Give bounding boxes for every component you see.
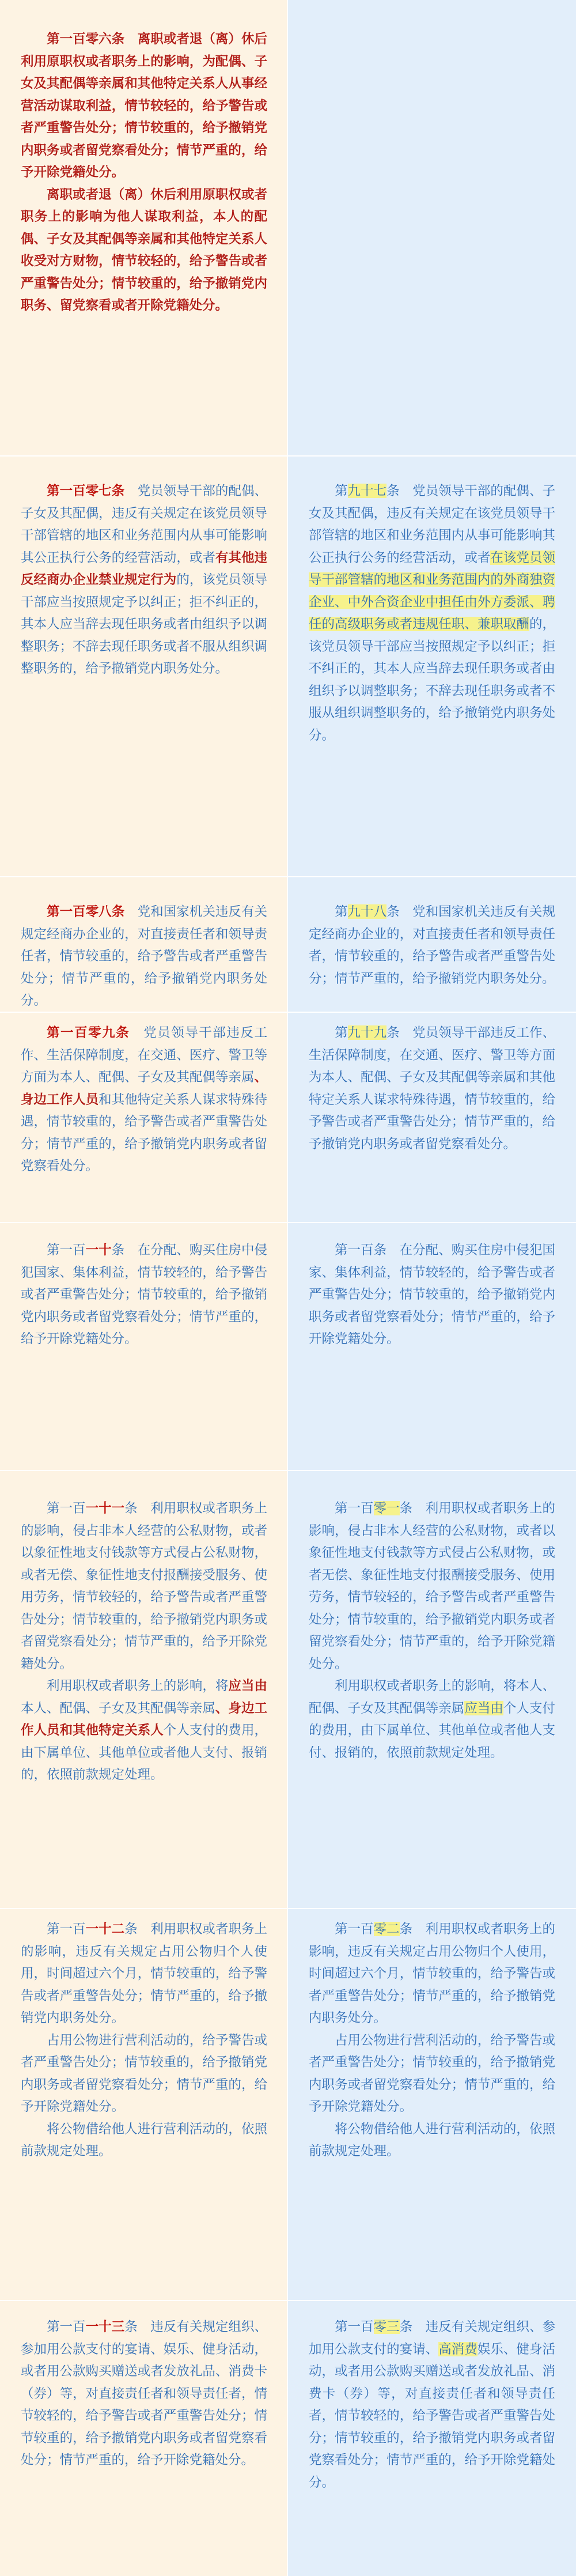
article-text: 条 党和国家机关违反有关规定经商办企业的，对直接责任者和领导责任者，情节较重的，给予警告或者严重警告处分；情节严重的，给予撤销党内职务处分。 [309, 904, 555, 986]
article-number: 第一百零九条 [47, 1025, 130, 1040]
article-text: 娱乐、健身活动，或者用公款购买赠送或者发放礼品、消费卡（券）等，对直接责任者和领导责任者，情节较轻的，给予警告或者严重警告处分；情节较重的，给予撤销党内职务或者留党察看处分；情节严重的，给予开除党籍处分。 [309, 2341, 555, 2490]
article-text: 条 利用职权或者职务上的影响，侵占非本人经营的公私财物，或者以象征性地支付钱款等方式侵占公私财物，或者无偿、象征性地支付报酬接受服务、使用劳务，情节较轻的，给予警告或者严重警告处分；情节较重的，给予撤销党内职务或者留党察看处分；情节严重的，给予开除党籍处分。 [309, 1501, 555, 1671]
article-number-highlight: 九十七 [347, 484, 387, 498]
article-number-highlight: 零三 [373, 2319, 400, 2334]
article-text: 的，该党员领导干部应当按照规定予以纠正；拒不纠正的，其本人应当辞去现任职务或者由组织予以调整职务；不辞去现任职务或者不服从组织调整职务的，给予撤销党内职务处分。 [309, 617, 555, 742]
article-100-old [309, 1239, 555, 1351]
article-prefix: 第一百 [335, 1922, 374, 1936]
article-text: 条 违反有关规定组织、参加用公款支付的宴请、 [309, 2319, 555, 2356]
row-separator [0, 2300, 576, 2301]
article-text: 条 违反有关规定组织、参加用公款支付的宴请、娱乐、健身活动，或者用公款购买赠送或者发放礼品、消费卡（券）等，对直接责任者和领导责任者，情节较轻的，给予警告或者严重警告处分；情节较重的，给予撤销党内职务或者留党察看处分；情节严重的，给予开除党籍处分。 [21, 2319, 267, 2467]
article-109-new [21, 1022, 267, 1178]
article-number: 第一百零七条 [47, 484, 125, 498]
article-number-changed: 一十二 [85, 1922, 125, 1936]
article-text: 党员领导干部的配偶、子女及其配偶，违反有关规定在该党员领导干部管辖的地区和业务范围内从事可能影响其公正执行公务的经营活动，或者 [21, 484, 267, 565]
article-text: 本人、配偶、子女及其配偶等亲属 [21, 1700, 215, 1715]
column-divider [287, 0, 288, 2576]
article-para-3: 将公物借给他人进行营利活动的，依照前款规定处理。 [21, 2121, 267, 2158]
article-108-new [21, 901, 267, 1012]
article-97-old [309, 480, 555, 746]
row-separator [0, 1908, 576, 1909]
article-text: 利用职权或者职务上的影响，将 [47, 1679, 229, 1693]
article-para-2: 占用公物进行营利活动的，给予警告或者严重警告处分；情节较重的，给予撤销党内职务或者留党察看处分；情节严重的，给予开除党籍处分。 [21, 2032, 267, 2114]
article-number-changed: 一十三 [85, 2319, 125, 2334]
added-text: 有其他违反经商办企业禁业规定行为 [21, 550, 267, 587]
article-99-old [309, 1022, 555, 1155]
article-prefix: 第 [335, 1025, 348, 1040]
article-106-para-2: 离职或者退（离）休后利用原职权或者职务上的影响为他人谋取利益，本人的配偶、子女及其配偶等亲属和其他特定关系人收受对方财物，情节较轻的，给予警告或者严重警告处分；情节较重的，给予撤销党内职务、留党察看或者开除党籍处分。 [21, 187, 267, 312]
row-separator [0, 876, 576, 877]
article-text: 第一百条 在分配、购买住房中侵犯国家、集体利益，情节较轻的，给予警告或者严重警告处分；情节较重的，给予撤销党内职务或者留党察看处分；情节严重的，给予开除党籍处分。 [309, 1243, 555, 1346]
article-number-highlight: 零一 [373, 1501, 400, 1515]
article-prefix: 第 [335, 904, 348, 919]
added-text: 、身边工作人员 [21, 1070, 267, 1107]
article-prefix: 第一百 [47, 2319, 86, 2334]
article-111-new [21, 1498, 267, 1786]
article-text: 条 党员领导干部违反工作、生活保障制度，在交通、医疗、警卫等方面为本人、配偶、子女及其配偶等亲属和其他特定关系人谋求特殊待遇，情节较重的，给予警告或者严重警告处分；情节严重的，给予撤销党内职务或者留党察看处分。 [309, 1025, 555, 1151]
article-text: 条 利用职权或者职务上的影响，违反有关规定占用公物归个人使用，时间超过六个月，情节较重的，给予警告或者严重警告处分；情节严重的，给予撤销党内职务处分。 [21, 1922, 267, 2025]
article-107-new [21, 480, 267, 680]
article-98-old [309, 901, 555, 990]
article-para-2: 占用公物进行营利活动的，给予警告或者严重警告处分；情节较重的，给予撤销党内职务或者留党察看处分；情节严重的，给予开除党籍处分。 [309, 2032, 555, 2114]
article-prefix: 第一百 [47, 1922, 86, 1936]
article-text: 条 党员领导干部的配偶、子女及其配偶，违反有关规定在该党员领导干部管辖的地区和业务范围内从事可能影响其公正执行公务的经营活动，或者 [309, 484, 555, 565]
article-prefix: 第一百 [335, 1501, 374, 1515]
article-number-changed: 一十一 [85, 1501, 125, 1515]
moved-text-highlight: 应当由 [464, 1700, 503, 1715]
article-number: 第一百零八条 [47, 904, 125, 919]
article-prefix: 第 [335, 484, 348, 498]
article-para-3: 将公物借给他人进行营利活动的，依照前款规定处理。 [309, 2121, 555, 2158]
article-text: 条 利用职权或者职务上的影响，侵占非本人经营的公私财物，或者以象征性地支付钱款等方式侵占公私财物，或者无偿、象征性地支付报酬接受服务、使用劳务，情节较轻的，给予警告或者严重警告处分；情节较重的，给予撤销党内职务或者留党察看处分；情节严重的，给予开除党籍处分。 [21, 1501, 267, 1671]
article-text: 条 利用职权或者职务上的影响，违反有关规定占用公物归个人使用，时间超过六个月，情节较重的，给予警告或者严重警告处分；情节严重的，给予撤销党内职务处分。 [309, 1922, 555, 2025]
article-106-para-1: 第一百零六条 离职或者退（离）休后利用原职权或者职务上的影响，为配偶、子女及其配偶等亲属和其他特定关系人从事经营活动谋取利益，情节较轻的，给予警告或者严重警告处分；情节较重的，给予撤销党内职务或者留党察看处分；情节严重的，给予开除党籍处分。 [21, 32, 267, 179]
article-110-new [21, 1239, 267, 1351]
article-text: 和其他特定关系人谋求特殊待遇，情节较重的，给予警告或者严重警告处分；情节严重的，给予撤销党内职务或者留党察看处分。 [21, 1092, 267, 1173]
row-separator [0, 1222, 576, 1223]
moved-text: 应当由 [228, 1679, 267, 1693]
row-separator [0, 455, 576, 457]
article-number-highlight: 零二 [373, 1922, 400, 1936]
article-text: 个人支付的费用，由下属单位、其他单位或者他人支付、报销的，依照前款规定处理。 [21, 1723, 267, 1782]
added-text: 、身边工作人员和其他特定关系人 [21, 1700, 267, 1737]
deleted-text-highlight: 在该党员领导干部管辖的地区和业务范围内的外商独资企业、中外合资企业中担任由外方委派、聘任的高级职务或者违规任职、兼职取酬 [309, 550, 555, 631]
row-separator [0, 1470, 576, 1471]
article-number-highlight: 九十八 [347, 904, 387, 919]
article-106-new [21, 28, 267, 317]
article-prefix: 第一百 [47, 1243, 86, 1257]
article-102-old [309, 1918, 555, 2163]
deleted-text-highlight: 高消费 [438, 2341, 478, 2356]
article-113-new [21, 2316, 267, 2472]
article-text: 个人支付的费用，由下属单位、其他单位或者他人支付、报销的，依照前款规定处理。 [309, 1700, 555, 1760]
article-text: 党和国家机关违反有关规定经商办企业的，对直接责任者和领导责任者，情节较重的，给予警告或者严重警告处分；情节严重的，给予撤销党内职务处分。 [21, 904, 267, 1008]
article-text: 党员领导干部违反工作、生活保障制度，在交通、医疗、警卫等方面为本人、配偶、子女及其配偶等亲属 [21, 1025, 267, 1084]
article-prefix: 第一百 [335, 2319, 374, 2334]
article-101-old [309, 1498, 555, 1764]
article-text: 利用职权或者职务上的影响，将本人、配偶、子女及其配偶等亲属 [309, 1679, 555, 1715]
article-103-old [309, 2316, 555, 2494]
article-prefix: 第一百 [47, 1501, 86, 1515]
article-number-highlight: 九十九 [347, 1025, 387, 1040]
article-text: 的，该党员领导干部应当按照规定予以纠正；拒不纠正的，其本人应当辞去现任职务或者由组织予以调整职务；不辞去现任职务或者不服从组织调整职务的，给予撤销党内职务处分。 [21, 572, 267, 676]
article-text: 条 在分配、购买住房中侵犯国家、集体利益，情节较轻的，给予警告或者严重警告处分；情节较重的，给予撤销党内职务或者留党察看处分；情节严重的，给予开除党籍处分。 [21, 1243, 267, 1346]
article-number-changed: 一十 [85, 1243, 112, 1257]
article-112-new [21, 1918, 267, 2163]
